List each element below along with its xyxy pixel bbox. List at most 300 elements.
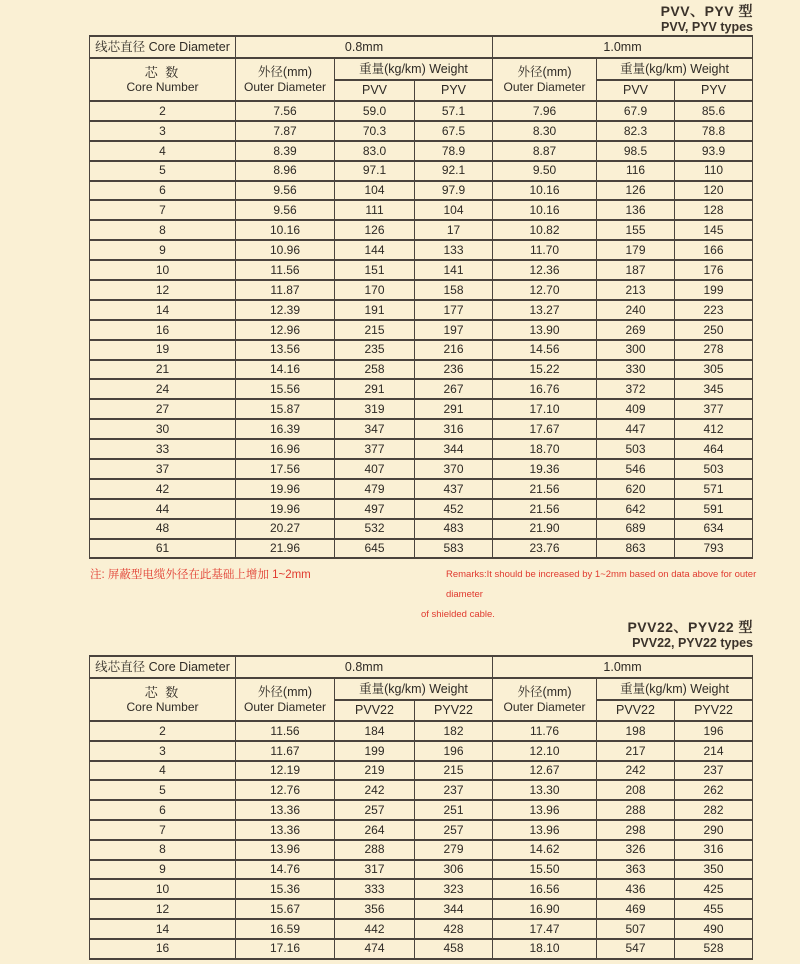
cell: 290 [675, 820, 753, 840]
table-row [90, 939, 753, 959]
cell: 503 [597, 439, 675, 459]
cell: 215 [415, 761, 493, 781]
cell: 344 [415, 439, 493, 459]
cell: 208 [597, 780, 675, 800]
cell: 2 [90, 721, 236, 741]
cell: 10.82 [493, 220, 597, 240]
cell: 793 [675, 539, 753, 559]
cell: 14.76 [236, 860, 335, 880]
cell: 12.76 [236, 780, 335, 800]
cell: 44 [90, 499, 236, 519]
header-outer-zh: 外径(mm) [517, 684, 572, 699]
cell: 258 [335, 360, 415, 380]
cell: 120 [675, 181, 753, 201]
table-row [90, 741, 753, 761]
table-row [90, 399, 753, 419]
cell: 15.36 [236, 879, 335, 899]
cell: 3 [90, 121, 236, 141]
cell: 8 [90, 840, 236, 860]
cell: 136 [597, 200, 675, 220]
cell: 8.96 [236, 161, 335, 181]
cell: 12.10 [493, 741, 597, 761]
table-row [90, 260, 753, 280]
cell: 21 [90, 360, 236, 380]
cell: 6 [90, 181, 236, 201]
cell: 155 [597, 220, 675, 240]
cell: 571 [675, 479, 753, 499]
cell: 282 [675, 800, 753, 820]
cell: 13.27 [493, 300, 597, 320]
cell: 42 [90, 479, 236, 499]
cell: 240 [597, 300, 675, 320]
cell: 97.9 [415, 181, 493, 201]
cell: 269 [597, 320, 675, 340]
header-core-number [90, 678, 236, 721]
table-row [90, 721, 753, 741]
cell: 11.56 [236, 260, 335, 280]
header-pyv22-1.0: PYV22 [675, 700, 753, 721]
cell: 16.90 [493, 899, 597, 919]
cell: 19.96 [236, 479, 335, 499]
cell: 10.96 [236, 240, 335, 260]
cell: 27 [90, 399, 236, 419]
cell: 10.16 [236, 220, 335, 240]
cell: 223 [675, 300, 753, 320]
cell: 12 [90, 899, 236, 919]
cell: 306 [415, 860, 493, 880]
cell: 305 [675, 360, 753, 380]
cell: 48 [90, 519, 236, 539]
cell: 141 [415, 260, 493, 280]
cell: 17.16 [236, 939, 335, 959]
cell: 547 [597, 939, 675, 959]
cell: 7 [90, 820, 236, 840]
cell: 10.16 [493, 200, 597, 220]
cell: 170 [335, 280, 415, 300]
cell: 12.39 [236, 300, 335, 320]
cell: 10 [90, 879, 236, 899]
cell: 199 [675, 280, 753, 300]
header-pvv-1.0: PVV [597, 80, 675, 101]
cell: 92.1 [415, 161, 493, 181]
cell: 21.56 [493, 499, 597, 519]
table-row [90, 899, 753, 919]
cell: 5 [90, 780, 236, 800]
table-row [90, 101, 753, 121]
cell: 300 [597, 340, 675, 360]
cell: 19.96 [236, 499, 335, 519]
cell: 237 [415, 780, 493, 800]
cell: 455 [675, 899, 753, 919]
cell: 12 [90, 280, 236, 300]
cell: 24 [90, 379, 236, 399]
table-row [90, 519, 753, 539]
pvv-pyv-table-body [90, 101, 753, 558]
cell: 9 [90, 860, 236, 880]
cell: 546 [597, 459, 675, 479]
table-row [90, 200, 753, 220]
header-outer-diameter-1.0 [493, 678, 597, 721]
cell: 7.56 [236, 101, 335, 121]
cell: 14.62 [493, 840, 597, 860]
cell: 9.56 [236, 200, 335, 220]
cell: 30 [90, 419, 236, 439]
cell: 21.56 [493, 479, 597, 499]
table-row [90, 860, 753, 880]
cell: 166 [675, 240, 753, 260]
header-weight-0.8: 重量(kg/km) Weight [335, 58, 493, 80]
cell: 12.19 [236, 761, 335, 781]
header-weight-1.0: 重量(kg/km) Weight [597, 58, 753, 80]
cell: 57.1 [415, 101, 493, 121]
cell: 33 [90, 439, 236, 459]
cell: 242 [335, 780, 415, 800]
cell: 12.67 [493, 761, 597, 781]
cell: 17 [415, 220, 493, 240]
cell: 458 [415, 939, 493, 959]
cell: 8.30 [493, 121, 597, 141]
cell: 236 [415, 360, 493, 380]
cell: 85.6 [675, 101, 753, 121]
cell: 319 [335, 399, 415, 419]
remark-chinese: 注: 屏蔽型电缆外径在此基础上增加 1~2mm [90, 569, 311, 581]
cell: 104 [335, 181, 415, 201]
cell: 9 [90, 240, 236, 260]
cell: 15.50 [493, 860, 597, 880]
cell: 11.70 [493, 240, 597, 260]
table-row [90, 360, 753, 380]
cell: 377 [335, 439, 415, 459]
cell: 7.87 [236, 121, 335, 141]
cell: 437 [415, 479, 493, 499]
cell: 436 [597, 879, 675, 899]
cell: 8 [90, 220, 236, 240]
cell: 323 [415, 879, 493, 899]
pvv22-pyv22-table [89, 655, 753, 960]
cell: 104 [415, 200, 493, 220]
header-row-sizes [90, 656, 753, 678]
cell: 4 [90, 761, 236, 781]
cell: 13.96 [493, 820, 597, 840]
cell: 217 [597, 741, 675, 761]
cell: 11.56 [236, 721, 335, 741]
cell: 15.87 [236, 399, 335, 419]
cell: 97.1 [335, 161, 415, 181]
table-row [90, 919, 753, 939]
cell: 257 [335, 800, 415, 820]
cell: 344 [415, 899, 493, 919]
cell: 215 [335, 320, 415, 340]
header-weight-1.0: 重量(kg/km) Weight [597, 678, 753, 700]
cell: 350 [675, 860, 753, 880]
cell: 409 [597, 399, 675, 419]
cell: 158 [415, 280, 493, 300]
cell: 13.30 [493, 780, 597, 800]
pvv-pyv-table [89, 35, 753, 559]
cell: 17.56 [236, 459, 335, 479]
cell: 18.70 [493, 439, 597, 459]
cell: 442 [335, 919, 415, 939]
section2-title [627, 619, 753, 651]
table-row [90, 419, 753, 439]
header-outer-en: Outer Diameter [243, 699, 327, 714]
section2-title-en: PVV22, PYV22 types [632, 636, 753, 650]
header-pyv22-0.8: PYV22 [415, 700, 493, 721]
table-row [90, 300, 753, 320]
cell: 151 [335, 260, 415, 280]
cell: 452 [415, 499, 493, 519]
cell: 111 [335, 200, 415, 220]
cell: 196 [415, 741, 493, 761]
cell: 17.67 [493, 419, 597, 439]
cell: 19.36 [493, 459, 597, 479]
cell: 17.47 [493, 919, 597, 939]
remark-english-line1: Remarks:It should be increased by 1~2mm based on data above for outer diameter [446, 569, 757, 600]
section1-title [661, 3, 753, 35]
remark-english [421, 565, 759, 625]
cell: 20.27 [236, 519, 335, 539]
cell: 591 [675, 499, 753, 519]
cell: 264 [335, 820, 415, 840]
header-core-number-en: Core Number [126, 80, 199, 95]
cell: 503 [675, 459, 753, 479]
cell: 13.96 [493, 800, 597, 820]
cell: 219 [335, 761, 415, 781]
header-size-0.8mm: 0.8mm [236, 656, 493, 678]
cell: 370 [415, 459, 493, 479]
cell: 177 [415, 300, 493, 320]
cell: 182 [415, 721, 493, 741]
table-row [90, 479, 753, 499]
cell: 7.96 [493, 101, 597, 121]
table-row [90, 379, 753, 399]
cell: 267 [415, 379, 493, 399]
header-core-number [90, 58, 236, 101]
header-outer-zh: 外径(mm) [257, 64, 313, 79]
header-size-1.0mm: 1.0mm [493, 656, 753, 678]
cell: 128 [675, 200, 753, 220]
header-outer-diameter-0.8 [236, 58, 335, 101]
cell: 18.10 [493, 939, 597, 959]
cell: 16 [90, 939, 236, 959]
cell: 251 [415, 800, 493, 820]
header-row-groups [90, 58, 753, 80]
cell: 9.56 [236, 181, 335, 201]
cell: 12.36 [493, 260, 597, 280]
cell: 216 [415, 340, 493, 360]
table-row [90, 141, 753, 161]
cell: 279 [415, 840, 493, 860]
header-pvv-0.8: PVV [335, 80, 415, 101]
cell: 428 [415, 919, 493, 939]
cell: 13.36 [236, 800, 335, 820]
cell: 645 [335, 539, 415, 559]
cell: 278 [675, 340, 753, 360]
cell: 110 [675, 161, 753, 181]
cell: 78.8 [675, 121, 753, 141]
cell: 447 [597, 419, 675, 439]
cell: 507 [597, 919, 675, 939]
table-row [90, 280, 753, 300]
cell: 497 [335, 499, 415, 519]
cell: 14.56 [493, 340, 597, 360]
header-core-number-en: Core Number [126, 700, 199, 715]
header-core-diameter: 线芯直径 Core Diameter [90, 36, 236, 58]
table-row [90, 840, 753, 860]
header-pyv-1.0: PYV [675, 80, 753, 101]
cell: 191 [335, 300, 415, 320]
header-pvv22-1.0: PVV22 [597, 700, 675, 721]
cell: 98.5 [597, 141, 675, 161]
cell: 61 [90, 539, 236, 559]
header-pyv-0.8: PYV [415, 80, 493, 101]
cell: 15.56 [236, 379, 335, 399]
cell: 6 [90, 800, 236, 820]
header-size-0.8mm: 0.8mm [236, 36, 493, 58]
cell: 407 [335, 459, 415, 479]
header-outer-diameter-0.8 [236, 678, 335, 721]
table-row [90, 879, 753, 899]
cell: 8.39 [236, 141, 335, 161]
cell: 4 [90, 141, 236, 161]
cell: 425 [675, 879, 753, 899]
cell: 13.90 [493, 320, 597, 340]
cell: 235 [335, 340, 415, 360]
cell: 11.87 [236, 280, 335, 300]
header-outer-en: Outer Diameter [503, 699, 586, 714]
cell: 16.96 [236, 439, 335, 459]
cell: 14.16 [236, 360, 335, 380]
cell: 70.3 [335, 121, 415, 141]
cell: 116 [597, 161, 675, 181]
table-row [90, 499, 753, 519]
header-outer-zh: 外径(mm) [257, 684, 313, 699]
cell: 288 [597, 800, 675, 820]
cell: 23.76 [493, 539, 597, 559]
cell: 179 [597, 240, 675, 260]
table-row [90, 820, 753, 840]
cell: 237 [675, 761, 753, 781]
cell: 528 [675, 939, 753, 959]
cell: 464 [675, 439, 753, 459]
cell: 8.87 [493, 141, 597, 161]
cell: 19 [90, 340, 236, 360]
cell: 689 [597, 519, 675, 539]
cell: 316 [415, 419, 493, 439]
cell: 133 [415, 240, 493, 260]
table-row [90, 439, 753, 459]
table-row [90, 121, 753, 141]
table-row [90, 761, 753, 781]
header-core-diameter: 线芯直径 Core Diameter [90, 656, 236, 678]
cell: 13.96 [236, 840, 335, 860]
cell: 377 [675, 399, 753, 419]
header-row-sizes [90, 36, 753, 58]
cell: 9.50 [493, 161, 597, 181]
cell: 67.9 [597, 101, 675, 121]
cell: 7 [90, 200, 236, 220]
cell: 126 [335, 220, 415, 240]
cell: 479 [335, 479, 415, 499]
header-outer-en: Outer Diameter [243, 79, 327, 94]
cell: 469 [597, 899, 675, 919]
table-row [90, 459, 753, 479]
cell: 126 [597, 181, 675, 201]
table-row [90, 340, 753, 360]
cell: 474 [335, 939, 415, 959]
cell: 16 [90, 320, 236, 340]
cell: 250 [675, 320, 753, 340]
header-outer-diameter-1.0 [493, 58, 597, 101]
table-row [90, 220, 753, 240]
cell: 37 [90, 459, 236, 479]
cell: 83.0 [335, 141, 415, 161]
header-size-1.0mm: 1.0mm [493, 36, 753, 58]
cell: 5 [90, 161, 236, 181]
table-row [90, 240, 753, 260]
cell: 12.96 [236, 320, 335, 340]
cell: 213 [597, 280, 675, 300]
cell: 13.36 [236, 820, 335, 840]
header-core-number-zh: 芯 数 [144, 684, 181, 700]
cell: 78.9 [415, 141, 493, 161]
table-row [90, 161, 753, 181]
header-pvv22-0.8: PVV22 [335, 700, 415, 721]
table-row [90, 181, 753, 201]
cell: 144 [335, 240, 415, 260]
cell: 634 [675, 519, 753, 539]
table-row [90, 800, 753, 820]
cell: 356 [335, 899, 415, 919]
cell: 16.56 [493, 879, 597, 899]
cell: 12.70 [493, 280, 597, 300]
cell: 262 [675, 780, 753, 800]
cell: 21.90 [493, 519, 597, 539]
header-outer-zh: 外径(mm) [517, 64, 572, 79]
cell: 532 [335, 519, 415, 539]
header-core-number-zh: 芯 数 [144, 64, 181, 80]
cell: 16.76 [493, 379, 597, 399]
table-row [90, 320, 753, 340]
cell: 620 [597, 479, 675, 499]
cell: 198 [597, 721, 675, 741]
cell: 363 [597, 860, 675, 880]
cell: 291 [335, 379, 415, 399]
cell: 14 [90, 300, 236, 320]
cell: 317 [335, 860, 415, 880]
table-row [90, 539, 753, 559]
cell: 17.10 [493, 399, 597, 419]
cell: 583 [415, 539, 493, 559]
header-weight-0.8: 重量(kg/km) Weight [335, 678, 493, 700]
cell: 67.5 [415, 121, 493, 141]
section1-title-zh: PVV、PYV 型 [660, 3, 753, 19]
cell: 184 [335, 721, 415, 741]
cell: 490 [675, 919, 753, 939]
cell: 199 [335, 741, 415, 761]
cell: 291 [415, 399, 493, 419]
cell: 863 [597, 539, 675, 559]
cell: 288 [335, 840, 415, 860]
cell: 298 [597, 820, 675, 840]
cell: 16.59 [236, 919, 335, 939]
cell: 257 [415, 820, 493, 840]
cell: 483 [415, 519, 493, 539]
cell: 196 [675, 721, 753, 741]
cell: 21.96 [236, 539, 335, 559]
cell: 10 [90, 260, 236, 280]
cell: 82.3 [597, 121, 675, 141]
